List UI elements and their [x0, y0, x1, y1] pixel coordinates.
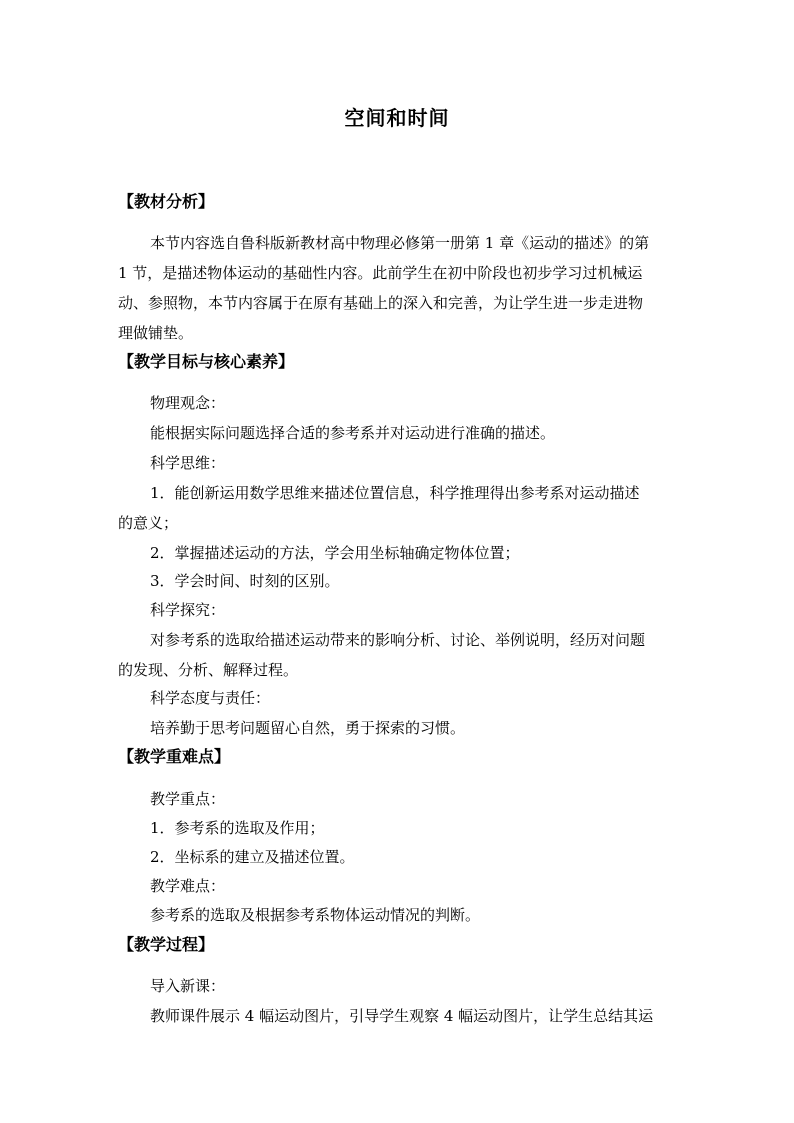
analysis-line-2: 1 节，是描述物体运动的基础性内容。此前学生在初中阶段也初步学习过机械运 — [118, 264, 643, 282]
goals-line-3: 科学思维： — [150, 454, 226, 472]
analysis-line-3: 动、参照物，本节内容属于在原有基础上的深入和完善，为让学生进一步走进物 — [118, 294, 644, 312]
goals-line-11: 科学态度与责任： — [150, 689, 271, 707]
section-heading-goals: 【教学目标与核心素养】 — [118, 352, 295, 371]
goals-line-6: 2．掌握描述运动的方法，学会用坐标轴确定物体位置； — [150, 544, 520, 562]
section-heading-keypoints: 【教学重难点】 — [118, 747, 231, 766]
goals-line-8: 科学探究： — [150, 601, 226, 619]
goals-line-2: 能根据实际问题选择合适的参考系并对运动进行准确的描述。 — [150, 424, 556, 442]
keypoints-line-5: 参考系的选取及根据参考系物体运动情况的判断。 — [150, 906, 481, 924]
analysis-line-4: 理做铺垫。 — [118, 324, 194, 342]
goals-line-12: 培养勤于思考问题留心自然，勇于探索的习惯。 — [150, 719, 466, 737]
page-title: 空间和时间 — [344, 106, 450, 130]
keypoints-line-2: 1．参考系的选取及作用； — [150, 819, 325, 837]
keypoints-line-4: 教学难点： — [150, 877, 226, 895]
section-heading-analysis: 【教材分析】 — [118, 192, 215, 211]
keypoints-line-1: 教学重点： — [150, 790, 226, 808]
goals-line-9: 对参考系的选取给描述运动带来的影响分析、讨论、举例说明，经历对问题 — [150, 631, 646, 649]
goals-line-10: 的发现、分析、解释过程。 — [118, 661, 299, 679]
goals-line-1: 物理观念： — [150, 394, 226, 412]
process-line-2: 教师课件展示 4 幅运动图片，引导学生观察 4 幅运动图片，让学生总结其运 — [150, 1007, 654, 1025]
goals-line-5: 的意义； — [118, 514, 179, 532]
keypoints-line-3: 2．坐标系的建立及描述位置。 — [150, 848, 355, 866]
process-line-1: 导入新课： — [150, 977, 226, 995]
goals-line-4: 1．能创新运用数学思维来描述位置信息，科学推理得出参考系对运动描述 — [150, 484, 640, 502]
goals-line-7: 3．学会时间、时刻的区别。 — [150, 572, 340, 590]
analysis-line-1: 本节内容选自鲁科版新教材高中物理必修第一册第 1 章《运动的描述》的第 — [150, 234, 650, 252]
section-heading-process: 【教学过程】 — [118, 935, 215, 954]
